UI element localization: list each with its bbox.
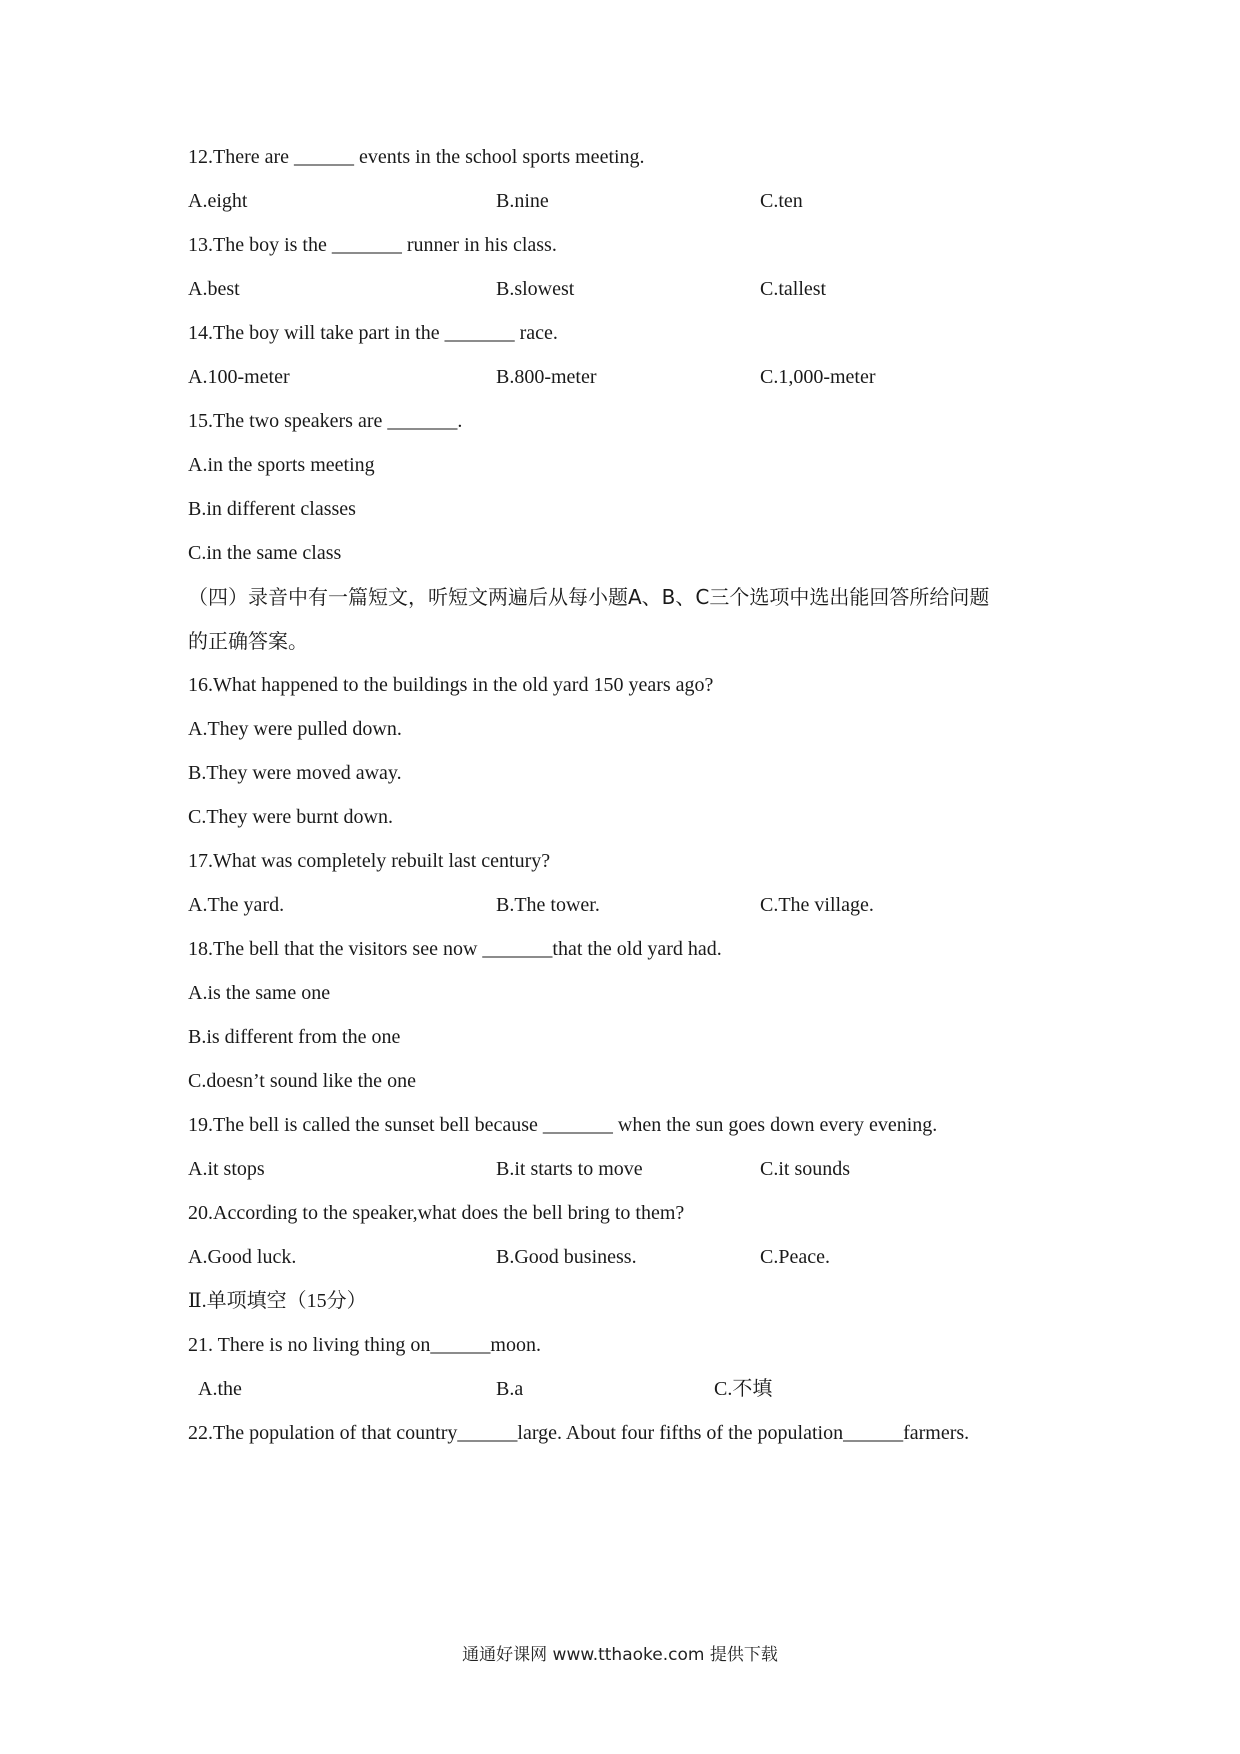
question-12-stem: 12.There are ______ events in the school sports meeting.: [188, 146, 645, 168]
question-16-option-c: C.They were burnt down.: [188, 806, 393, 828]
question-13-option-b: B.slowest: [496, 278, 575, 300]
question-19-option-c: C.it sounds: [760, 1158, 851, 1180]
question-22-stem: 22.The population of that country______large. About four fifths of the population______farmers.: [188, 1422, 970, 1444]
question-21-option-c: C.不填: [714, 1378, 773, 1400]
question-15-option-c: C.in the same class: [188, 542, 342, 564]
question-13-option-a: A.best: [188, 278, 240, 300]
question-21-option-a: A.the: [198, 1378, 242, 1400]
question-21-stem: 21. There is no living thing on______moon.: [188, 1334, 541, 1356]
question-17-option-c: C.The village.: [760, 894, 874, 916]
question-17-option-b: B.The tower.: [496, 894, 600, 916]
section-2-title: Ⅱ.单项填空（15分）: [188, 1290, 367, 1312]
question-21-option-b: B.a: [496, 1378, 524, 1400]
question-13-stem: 13.The boy is the _______ runner in his class.: [188, 234, 557, 256]
question-14-stem: 14.The boy will take part in the _______ race.: [188, 322, 558, 344]
question-19-option-a: A.it stops: [188, 1158, 265, 1180]
question-12-option-b: B.nine: [496, 190, 549, 212]
question-12-option-a: A.eight: [188, 190, 248, 212]
question-15-option-a: A.in the sports meeting: [188, 454, 375, 476]
question-20-option-b: B.Good business.: [496, 1246, 637, 1268]
page-footer: 通通好课网 www.tthaoke.com 提供下载: [462, 1645, 778, 1665]
question-14-option-a: A.100-meter: [188, 366, 290, 388]
section-4-instruction-line-2: 的正确答案。: [188, 629, 308, 653]
question-17-stem: 17.What was completely rebuilt last century?: [188, 850, 551, 872]
question-14-option-b: B.800-meter: [496, 366, 597, 388]
question-20-stem: 20.According to the speaker,what does the bell bring to them?: [188, 1202, 685, 1224]
question-18-option-c: C.doesn’t sound like the one: [188, 1070, 416, 1092]
question-16-option-b: B.They were moved away.: [188, 762, 402, 784]
question-12-option-c: C.ten: [760, 190, 803, 212]
question-18-stem: 18.The bell that the visitors see now _______that the old yard had.: [188, 938, 722, 960]
question-18-option-b: B.is different from the one: [188, 1026, 401, 1048]
section-4-instruction-line-1: （四）录音中有一篇短文，听短文两遍后从每小题A、B、C三个选项中选出能回答所给问题: [188, 585, 990, 609]
question-13-option-c: C.tallest: [760, 278, 827, 300]
question-19-stem: 19.The bell is called the sunset bell because _______ when the sun goes down every evening.: [188, 1114, 938, 1136]
question-16-stem: 16.What happened to the buildings in the old yard 150 years ago?: [188, 674, 714, 696]
question-20-option-a: A.Good luck.: [188, 1246, 297, 1268]
question-15-option-b: B.in different classes: [188, 498, 356, 520]
question-16-option-a: A.They were pulled down.: [188, 718, 402, 740]
question-14-option-c: C.1,000-meter: [760, 366, 876, 388]
question-15-stem: 15.The two speakers are _______.: [188, 410, 463, 432]
question-18-option-a: A.is the same one: [188, 982, 331, 1004]
question-20-option-c: C.Peace.: [760, 1246, 830, 1268]
question-17-option-a: A.The yard.: [188, 894, 285, 916]
question-19-option-b: B.it starts to move: [496, 1158, 643, 1180]
